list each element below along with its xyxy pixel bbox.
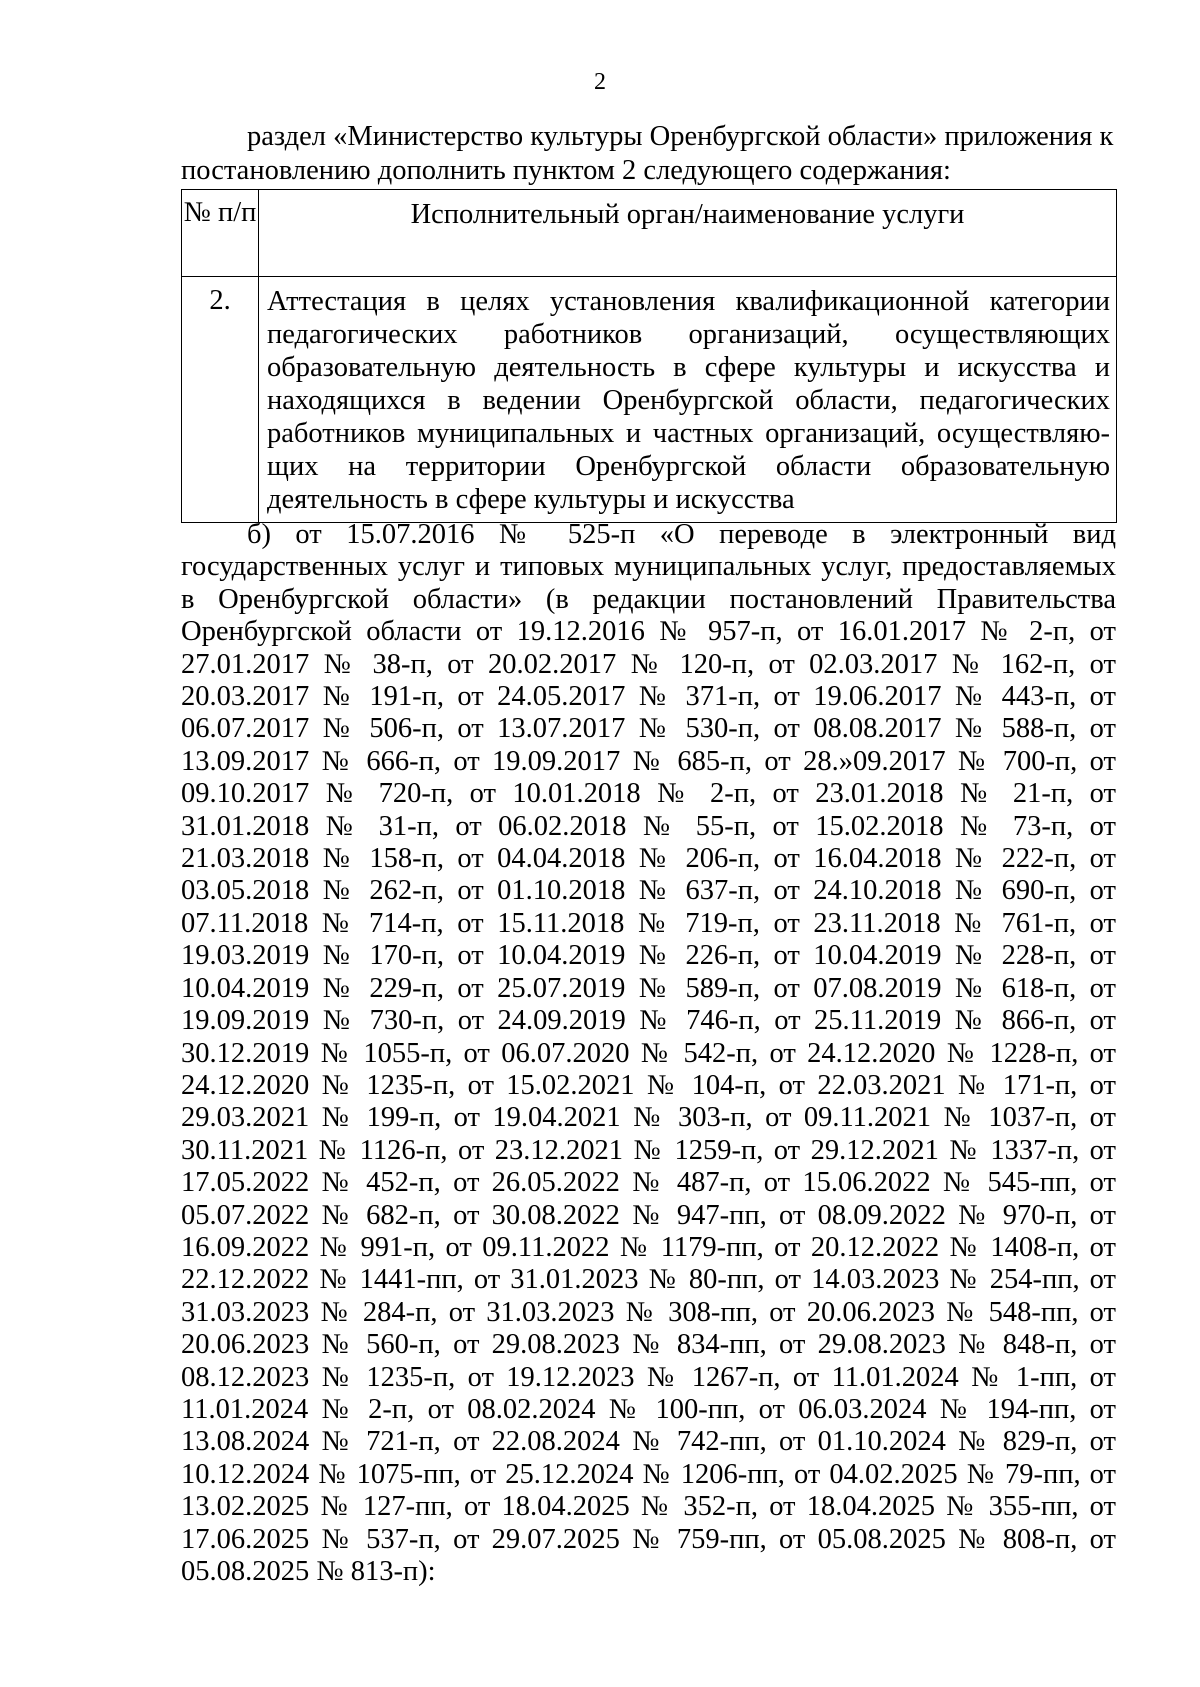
row-service-name-cell: Аттестация в целях установления квалификационной категории педагогических работников организаций, осуществляющих образовательную деятельность в сфере культуры и искусства и находящихся в ведении Оренбургской области, педагогических работников муниципальных и частных организаций, осуществляющих на территории Оренбургской области образовательную деятельность в сфере культуры и искусства: [259, 277, 1117, 523]
services-table: [181, 189, 1117, 523]
table-header-row: [182, 190, 1117, 277]
intro-line-2: постановлению дополнить пунктом 2 следующего содержания:: [181, 155, 951, 186]
page-number: 2: [594, 69, 606, 95]
intro-line-1: раздел «Министерство культуры Оренбургской области» приложения к: [247, 121, 1114, 152]
amendment-text: б) от 15.07.2016 № 525-п «О переводе в электронный вид государственных услуг и типовых муниципальных услуг, предоставляемых в Оренбургской области» (в редакции постановлений Правительства Оренбургской области от 19.12.2016 № 957-п, от 16.01.2017 № 2-п, от 27.01.2017 № 38-п, от 20.02.2017 № 120-п, от 02.03.2017 № 162-п, от 20.03.2017 № 191-п, от 24.05.2017 № 371-п, от 19.06.2017 № 443-п, от 06.07.2017 № 506-п, от 13.07.2017 № 530-п, от 08.08.2017 № 588-п, от 13.09.2017 № 666-п, от 19.09.2017 № 685-п, от 28.»09.2017 № 700-п, от 09.10.2017 № 720-п, от 10.01.2018 № 2-п, от 23.01.2018 № 21-п, от 31.01.2018 № 31-п, от 06.02.2018 № 55-п, от 15.02.2018 № 73-п, от 21.03.2018 № 158-п, от 04.04.2018 № 206-п, от 16.04.2018 № 222-п, от 03.05.2018 № 262-п, от 01.10.2018 № 637-п, от 24.10.2018 № 690-п, от 07.11.2018 № 714-п, от 15.11.2018 № 719-п, от 23.11.2018 № 761-п, от 19.03.2019 № 170-п, от 10.04.2019 № 226-п, от 10.04.2019 № 228-п, от 10.04.2019 № 229-п, от 25.07.2019 № 589-п, от 07.08.2019 № 618-п, от 19.09.2019 № 730-п, от 24.09.2019 № 746-п, от 25.11.2019 № 866-п, от 30.12.2019 № 1055-п, от 06.07.2020 № 542-п, от 24.12.2020 № 1228-п, от 24.12.2020 № 1235-п, от 15.02.2021 № 104-п, от 22.03.2021 № 171-п, от 29.03.2021 № 199-п, от 19.04.2021 № 303-п, от 09.11.2021 № 1037-п, от 30.11.2021 № 1126-п, от 23.12.2021 № 1259-п, от 29.12.2021 № 1337-п, от 17.05.2022 № 452-п, от 26.05.2022 № 487-п, от 15.06.2022 № 545-пп, от 05.07.2022 № 682-п, от 30.08.2022 № 947-пп, от 08.09.2022 № 970-п, от 16.09.2022 № 991-п, от 09.11.2022 № 1179-пп, от 20.12.2022 № 1408-п, от 22.12.2022 № 1441-пп, от 31.01.2023 № 80-пп, от 14.03.2023 № 254-пп, от 31.03.2023 № 284-п, от 31.03.2023 № 308-пп, от 20.06.2023 № 548-пп, от 20.06.2023 № 560-п, от 29.08.2023 № 834-пп, от 29.08.2023 № 848-п, от 08.12.2023 № 1235-п, от 19.12.2023 № 1267-п, от 11.01.2024 № 1-пп, от 11.01.2024 № 2-п, от 08.02.2024 № 100-пп, от 06.03.2024 № 194-пп, от 13.08.2024 № 721-п, от 22.08.2024 № 742-пп, от 01.10.2024 № 829-п, от 10.12.2024 № 1075-пп, от 25.12.2024 № 1206-пп, от 04.02.2025 № 79-пп, от 13.02.2025 № 127-пп, от 18.04.2025 № 352-п, от 18.04.2025 № 355-пп, от 17.06.2025 № 537-п, от 29.07.2025 № 759-пп, от 05.08.2025 № 808-п, от 05.08.2025 № 813-п):: [181, 519, 1116, 1587]
header-service-name-cell: Исполнительный орган/наименование услуги: [259, 190, 1117, 277]
row-number-cell: 2.: [182, 277, 259, 523]
header-number-cell: № п/п: [182, 190, 259, 277]
amendment-paragraph: [181, 519, 1116, 1588]
table-row: [182, 277, 1117, 523]
